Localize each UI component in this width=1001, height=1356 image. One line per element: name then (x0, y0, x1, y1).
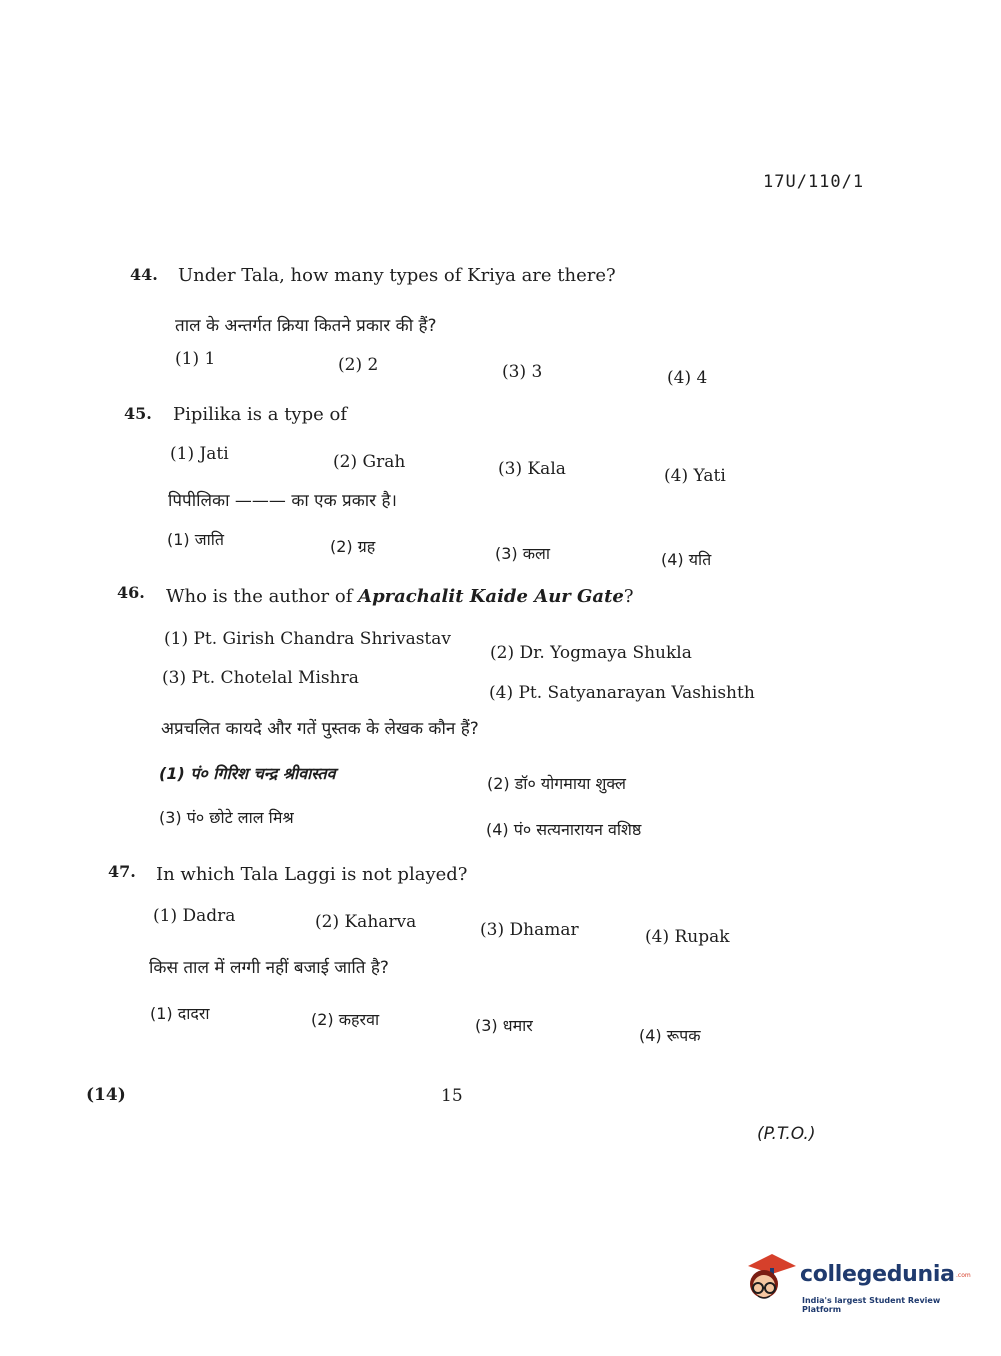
question-text: Pipilika is a type of (173, 404, 347, 425)
logo-dotcom: .com (956, 1272, 971, 1279)
collegedunia-logo (742, 1250, 971, 1320)
question-number: 45. (124, 404, 152, 423)
book-title: Aprachalit Kaide Aur Gate (358, 586, 624, 607)
paper-code: 17U/110/1 (763, 172, 865, 192)
option-1: (1) Jati (170, 444, 229, 464)
booklet-number: (14) (86, 1085, 126, 1105)
question-text: Who is the author of Aprachalit Kaide Aur Gate? (166, 586, 634, 607)
question-number: 47. (108, 862, 136, 881)
option-4: (4) 4 (667, 368, 708, 388)
hindi-option-4: (4) पं० सत्यनारायन वशिष्ठ (486, 820, 642, 839)
question-number: 46. (117, 583, 145, 602)
option-3: (3) Pt. Chotelal Mishra (162, 668, 359, 688)
hindi-option-2: (2) कहरवा (311, 1010, 380, 1029)
option-2: (2) Dr. Yogmaya Shukla (490, 643, 692, 663)
option-3: (3) 3 (502, 362, 543, 382)
hindi-option-2: (2) डॉ० योगमाया शुक्ल (487, 774, 626, 793)
question-text: Under Tala, how many types of Kriya are there? (178, 265, 616, 286)
option-2: (2) Kaharva (315, 912, 417, 932)
option-2: (2) Grah (333, 452, 406, 472)
option-1: (1) Pt. Girish Chandra Shrivastav (164, 629, 451, 649)
hindi-option-1: (1) पं० गिरिश चन्द्र श्रीवास्तव (159, 764, 336, 783)
hindi-option-3: (3) कला (495, 544, 551, 563)
question-text: In which Tala Laggi is not played? (156, 864, 468, 885)
option-3: (3) Kala (498, 459, 566, 479)
logo-tagline: India's largest Student Review Platform (802, 1296, 941, 1314)
hindi-option-3: (3) धमार (475, 1016, 533, 1035)
logo-wordmark: collegedunia (800, 1262, 955, 1287)
option-2: (2) 2 (338, 355, 379, 375)
page-number: 15 (441, 1086, 463, 1106)
question-text-hindi: किस ताल में लग्गी नहीं बजाई जाति है? (149, 958, 389, 978)
option-4: (4) Yati (664, 466, 726, 486)
hindi-option-4: (4) रूपक (639, 1026, 701, 1045)
option-4: (4) Pt. Satyanarayan Vashishth (489, 683, 755, 703)
question-number: 44. (130, 265, 158, 284)
pto-label: (P.T.O.) (757, 1124, 816, 1144)
question-text-hindi: ताल के अन्तर्गत क्रिया कितने प्रकार की हैं? (175, 316, 437, 336)
hindi-option-4: (4) यति (661, 550, 712, 569)
mascot-icon (742, 1250, 798, 1312)
question-text-hindi: अप्रचलित कायदे और गतें पुस्तक के लेखक कौन हैं? (161, 719, 479, 739)
option-4: (4) Rupak (645, 927, 730, 947)
hindi-option-1: (1) दादरा (150, 1004, 210, 1023)
hindi-option-1: (1) जाति (167, 530, 225, 549)
hindi-option-2: (2) ग्रह (330, 537, 376, 556)
option-1: (1) Dadra (153, 906, 236, 926)
hindi-option-3: (3) पं० छोटे लाल मिश्र (159, 808, 294, 827)
option-3: (3) Dhamar (480, 920, 579, 940)
option-1: (1) 1 (175, 349, 216, 369)
question-text-hindi: पिपीलिका ——— का एक प्रकार है। (168, 491, 397, 511)
